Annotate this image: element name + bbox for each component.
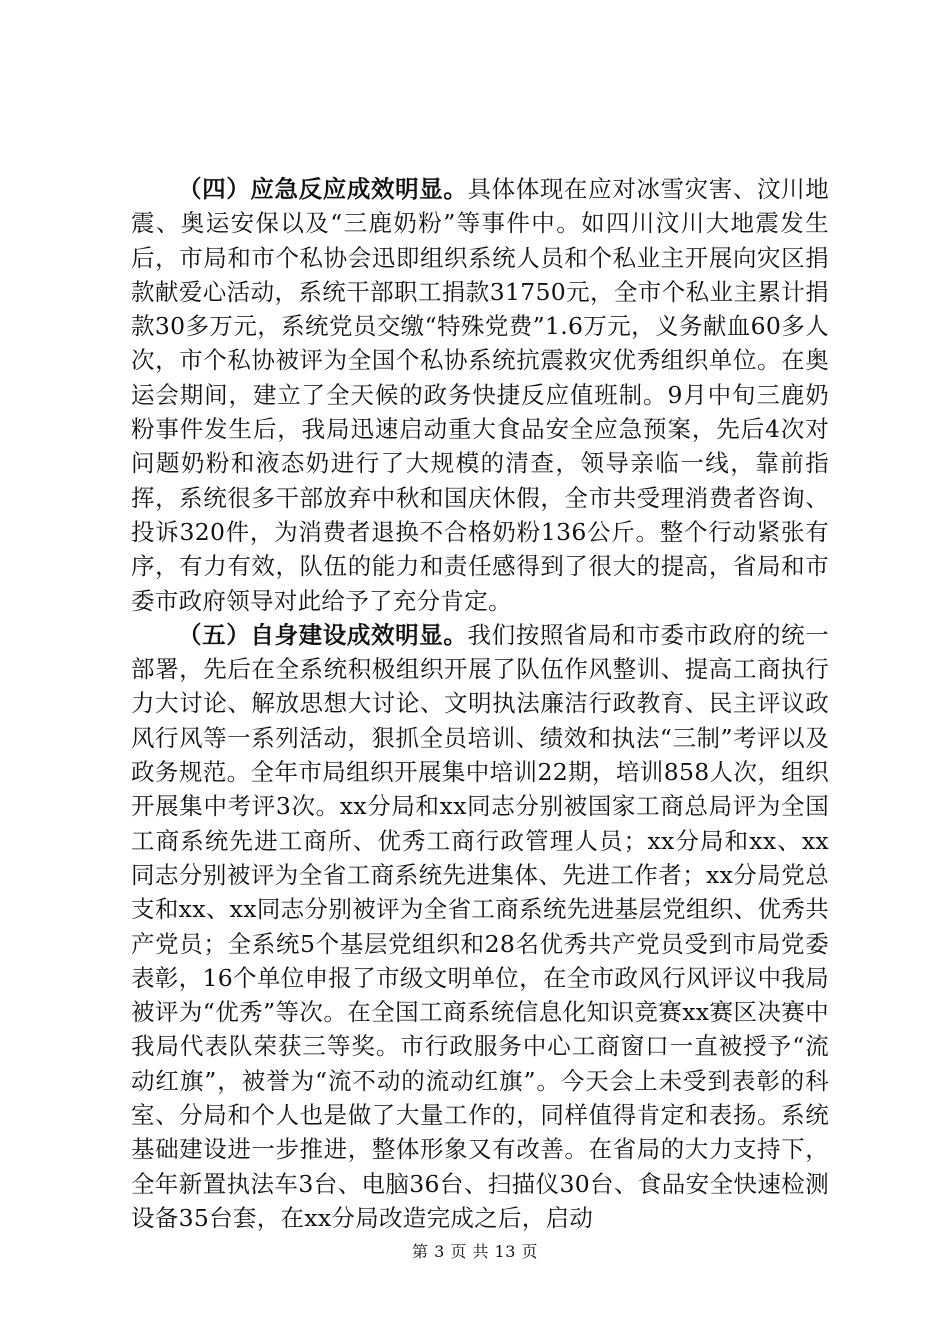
paragraph-heading: （五）自身建设成效明显。 (178, 620, 468, 649)
document-body (131, 172, 829, 1235)
paragraph-heading: （四）应急反应成效明显。 (178, 175, 468, 203)
paragraph-self-construction (131, 618, 829, 1235)
paragraph-text: 具体体现在应对冰雪灾害、汶川地震、奥运安保以及“三鹿奶粉”等事件中。如四川汶川大地震发生后，市局和市个私协会迅即组织系统人员和个私业主开展向灾区捐款献爱心活动，系统干部职工捐款31750元，全市个私业主累计捐款30多万元，系统党员交缴“特殊党费”1.6万元，义务献血60多人次，市个私协被评为全国个私协系统抗震救灾优秀组织单位。在奥运会期间，建立了全天候的政务快捷反应值班制。9月中旬三鹿奶粉事件发生后，我局迅速启动重大食品安全应急预案，先后4次对问题奶粉和液态奶进行了大规模的清查，领导亲临一线，靠前指挥，系统很多干部放弃中秋和国庆休假，全市共受理消费者咨询、投诉320件，为消费者退换不合格奶粉136公斤。整个行动紧张有序，有力有效，队伍的能力和责任感得到了很大的提高，省局和市委市政府领导对此给予了充分肯定。 (131, 175, 830, 615)
paragraph-text: 我们按照省局和市委市政府的统一部署，先后在全系统积极组织开展了队伍作风整训、提高工商执行力大讨论、解放思想大讨论、文明执法廉洁行政教育、民主评议政风行风等一系列活动，狠抓全员培训、绩效和执法“三制”考评以及政务规范。全年市局组织开展集中培训22期，培训858人次，组织开展集中考评3次。xx分局和xx同志分别被国家工商总局评为全国工商系统先进工商所、优秀工商行政管理人员；xx分局和xx、xx同志分别被评为全省工商系统先进集体、先进工作者；xx分局党总支和xx、xx同志分别被评为全省工商系统先进基层党组织、优秀共产党员；全系统5个基层党组织和28名优秀共产党员受到市局党委表彰，16个单位申报了市级文明单位，在全市政风行风评议中我局被评为“优秀”等次。在全国工商系统信息化知识竞赛xx赛区决赛中我局代表队荣获三等奖。市行政服务中心工商窗口一直被授予“流动红旗”，被誉为“流不动的流动红旗”。今天会上未受到表彰的科室、分局和个人也是做了大量工作的，同样值得肯定和表扬。系统基础建设进一步推进，整体形象又有改善。在省局的大力支持下，全年新置执法车3台、电脑36台、扫描仪30台、食品安全快速检测设备35台套，在xx分局改造完成之后，启动 (131, 620, 830, 1232)
paragraph-emergency-response (131, 172, 829, 618)
page-footer: 第 3 页 共 13 页 (412, 1242, 538, 1261)
